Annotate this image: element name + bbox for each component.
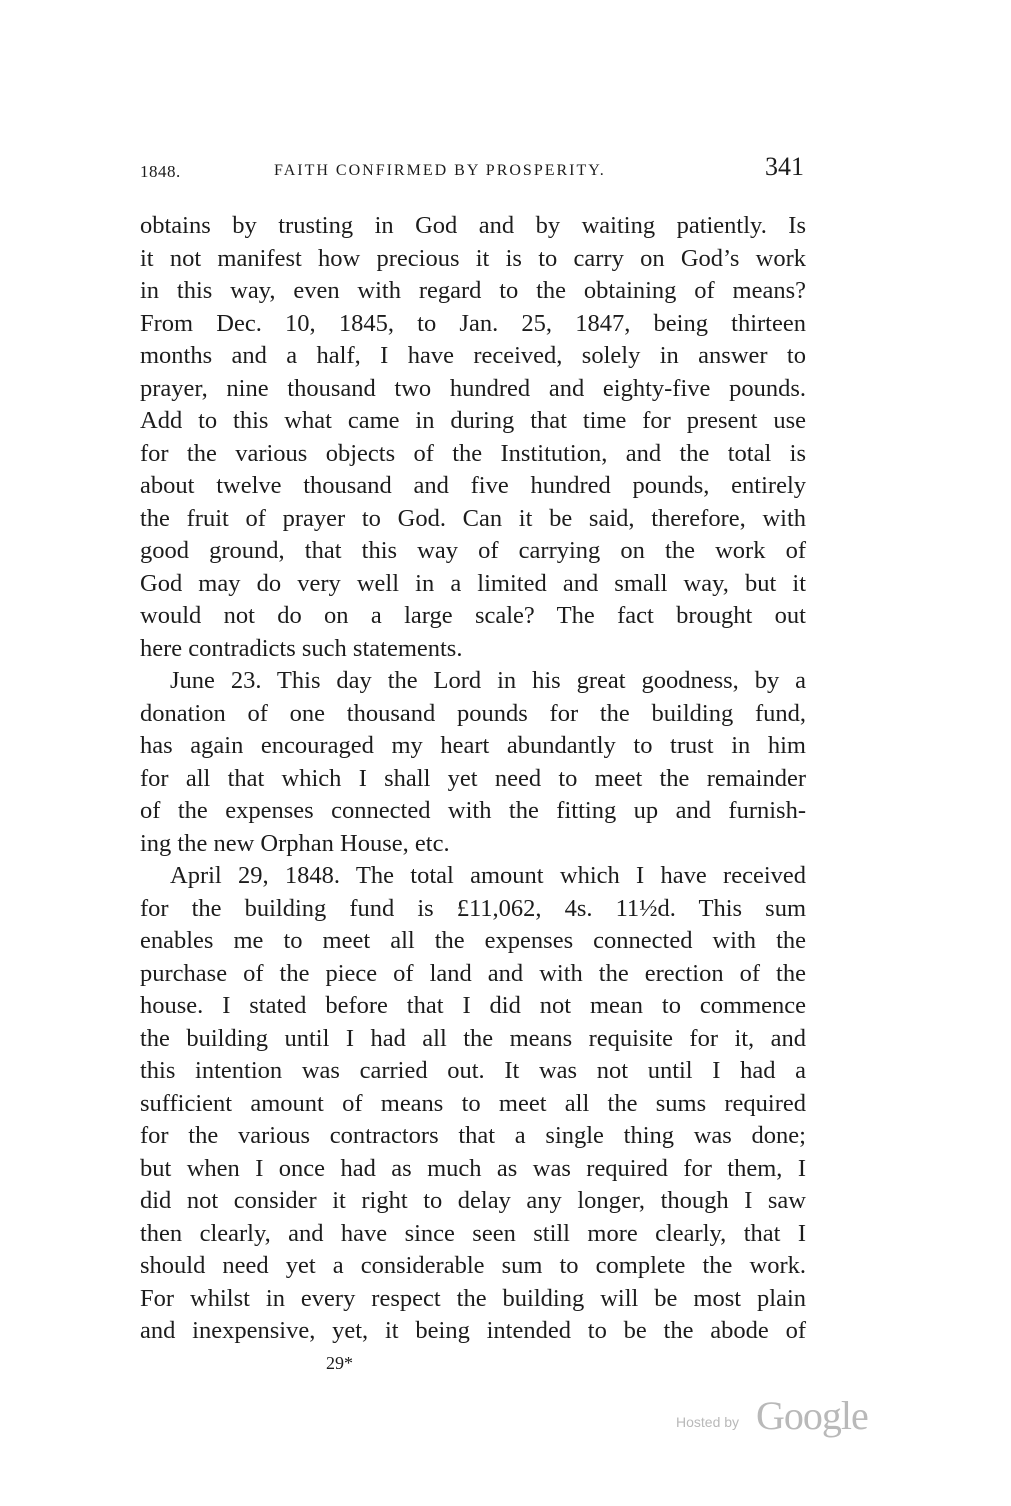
text-line: here contradicts such statements. <box>140 634 463 662</box>
text-line: it not manifest how precious it is to carry on God’s work <box>140 244 806 272</box>
text-line: of the expenses connected with the fitting up and furnish- <box>140 797 806 824</box>
hosted-by-google-watermark <box>676 1392 886 1442</box>
text-line: From Dec. 10, 1845, to Jan. 25, 1847, being thirteen <box>140 309 806 337</box>
hosted-by-label: Hosted by <box>676 1414 740 1430</box>
text-line: for the various contractors that a single thing was done; <box>140 1122 806 1149</box>
text-line: Add to this what came in during that time for present use <box>140 407 806 434</box>
text-line: months and a half, I have received, solely in answer to <box>140 342 806 369</box>
text-line: God may do very well in a limited and small way, but it <box>140 569 806 597</box>
paragraph-june-23 <box>140 665 806 860</box>
text-line: should need yet a considerable sum to complete the work. <box>140 1252 806 1279</box>
text-line: obtains by trusting in God and by waiting patiently. Is <box>140 212 806 239</box>
text-line: prayer, nine thousand two hundred and eighty-five pounds. <box>140 374 806 402</box>
text-line: purchase of the piece of land and with the erection of the <box>140 959 806 987</box>
signature-mark: 29* <box>326 1353 353 1373</box>
text-line: and inexpensive, yet, it being intended to be the abode of <box>140 1317 806 1344</box>
text-line: April 29, 1848. The total amount which I have received <box>170 862 806 889</box>
text-line: did not consider it right to delay any longer, though I saw <box>140 1187 806 1214</box>
text-line: would not do on a large scale? The fact brought out <box>140 602 806 629</box>
body-text <box>140 210 806 1348</box>
text-line: for the various objects of the Institution, and the total is <box>140 439 806 467</box>
text-line: for all that which I shall yet need to meet the remainder <box>140 764 806 792</box>
running-header <box>140 152 804 192</box>
running-title: FAITH CONFIRMED BY PROSPERITY. <box>274 162 606 179</box>
text-line: good ground, that this way of carrying on the work of <box>140 537 806 564</box>
text-line: in this way, even with regard to the obtaining of means? <box>140 277 806 304</box>
text-line: then clearly, and have since seen still more clearly, that I <box>140 1219 806 1247</box>
text-line: but when I once had as much as was required for them, I <box>140 1154 806 1182</box>
text-line: house. I stated before that I did not mean to commence <box>140 992 806 1019</box>
text-line: this intention was carried out. It was not until I had a <box>140 1057 806 1084</box>
text-line: the building until I had all the means requisite for it, and <box>140 1024 806 1052</box>
paragraph-1 <box>140 210 806 665</box>
text-line: for the building fund is £11,062, 4s. 11½d. This sum <box>140 894 806 922</box>
text-line: the fruit of prayer to God. Can it be said, therefore, with <box>140 504 806 532</box>
text-line: donation of one thousand pounds for the building fund, <box>140 699 806 727</box>
text-line: ing the new Orphan House, etc. <box>140 829 450 857</box>
text-line: sufficient amount of means to meet all the sums required <box>140 1089 806 1117</box>
text-line: June 23. This day the Lord in his great goodness, by a <box>170 667 806 694</box>
text-line: about twelve thousand and five hundred pounds, entirely <box>140 472 806 499</box>
google-logo: Google <box>756 1393 868 1438</box>
header-year: 1848. <box>140 162 181 181</box>
text-line: has again encouraged my heart abundantly to trust in him <box>140 732 806 759</box>
page-number: 341 <box>765 152 804 181</box>
paragraph-april-29 <box>140 860 806 1348</box>
text-line: enables me to meet all the expenses connected with the <box>140 927 806 954</box>
text-line: For whilst in every respect the building will be most plain <box>140 1284 806 1312</box>
